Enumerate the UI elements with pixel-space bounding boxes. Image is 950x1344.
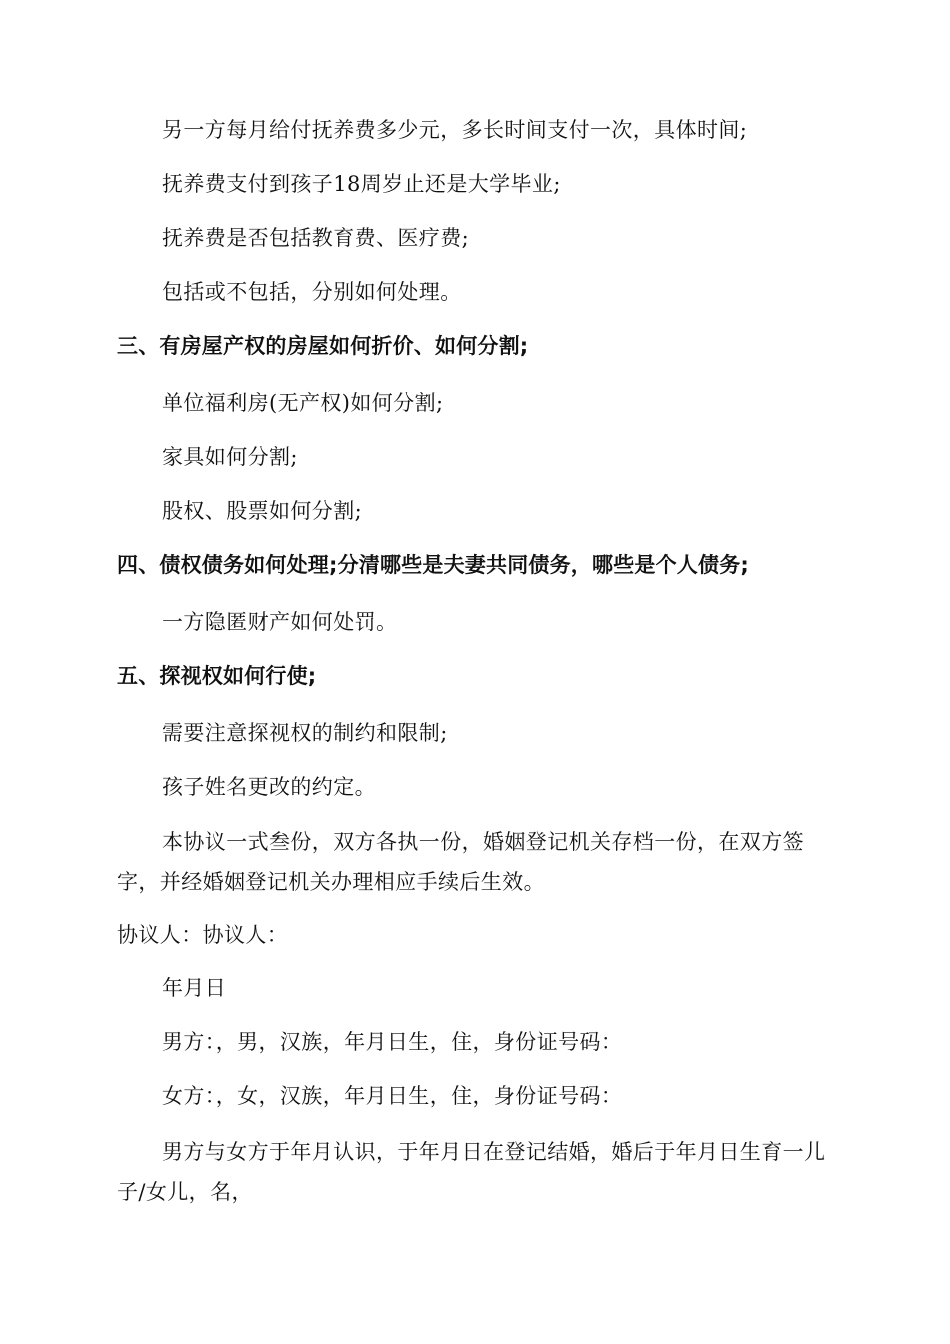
text-line-support-duration: 抚养费支付到孩子18周岁止还是大学毕业; xyxy=(162,172,561,196)
signatories-line: 协议人：协议人： xyxy=(117,923,289,947)
text-line-support-handling: 包括或不包括，分别如何处理。 xyxy=(162,280,462,304)
text-line-support-payment-schedule: 另一方每月给付抚养费多少元，多长时间支付一次，具体时间; xyxy=(162,118,748,142)
agreement-validity-paragraph: 本协议一式叁份，双方各执一份，婚姻登记机关存档一份，在双方签字，并经婚姻登记机关办理相应手续后生效。 xyxy=(117,830,804,894)
section-heading-5: 五、探视权如何行使; xyxy=(117,664,317,688)
male-party-line: 男方：，男，汉族，年月日生，住，身份证号码： xyxy=(162,1030,623,1054)
section-heading-4: 四、债权债务如何处理;分清哪些是夫妻共同债务，哪些是个人债务; xyxy=(117,553,749,577)
text-line-visitation-limits: 需要注意探视权的制约和限制; xyxy=(162,721,448,745)
text-line-support-scope: 抚养费是否包括教育费、医疗费; xyxy=(162,226,470,250)
marriage-history-paragraph: 男方与女方于年月认识，于年月日在登记结婚，婚后于年月日生育一儿子/女儿，名， xyxy=(117,1140,826,1204)
date-line: 年月日 xyxy=(162,976,227,1000)
text-line-welfare-housing: 单位福利房(无产权)如何分割; xyxy=(162,391,444,415)
text-line-furniture: 家具如何分割; xyxy=(162,445,298,469)
text-line-hidden-assets: 一方隐匿财产如何处罚。 xyxy=(162,610,398,634)
text-line-equity-stocks: 股权、股票如何分割; xyxy=(162,499,363,523)
female-party-line: 女方：，女，汉族，年月日生，住，身份证号码： xyxy=(162,1084,623,1108)
section-heading-3: 三、有房屋产权的房屋如何折价、如何分割; xyxy=(117,334,529,358)
text-line-child-name-change: 孩子姓名更改的约定。 xyxy=(162,775,376,799)
